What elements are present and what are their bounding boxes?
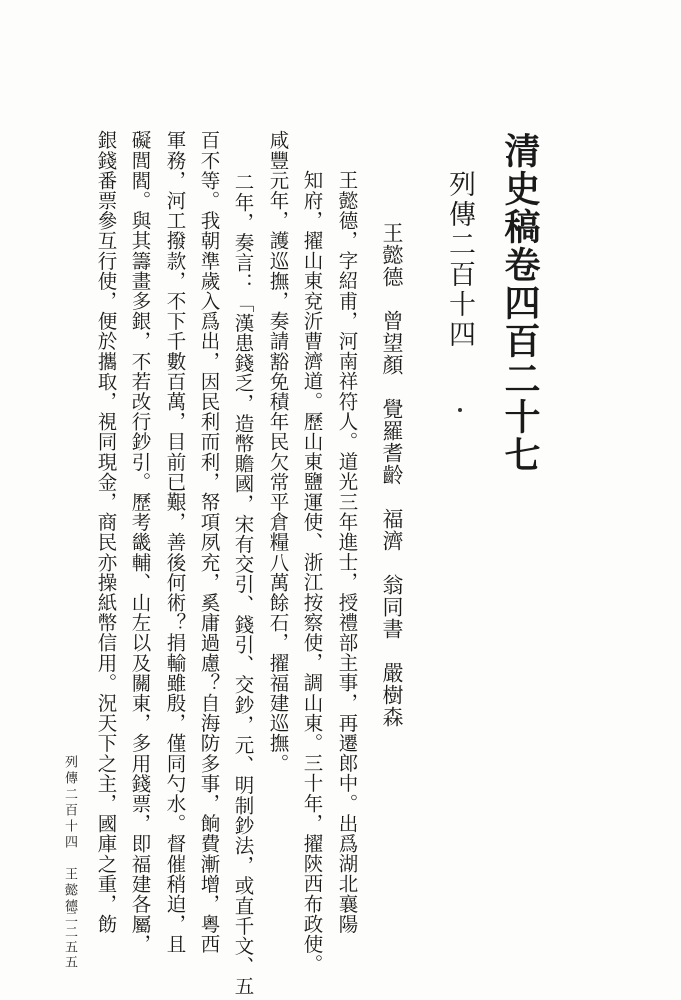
body-line-8: 銀錢番票參互行使，便於攜取，視同現金，商民亦操紙幣信用。況天下之主，國庫之重，飭 — [94, 130, 118, 934]
chapter-subtitle: 列傳二百十四 — [444, 170, 475, 350]
body-line-6: 軍務，河工撥款，不下千數百萬，目前已艱，善後何術？捐輸雖殷，僅同勺水。督催稍迫，且 — [163, 130, 187, 955]
volume-title: 清史稿卷四百二十七 — [499, 132, 541, 474]
ink-dot — [458, 408, 462, 412]
body-line-7: 礙閭閻。與其籌畫多銀，不若改行鈔引。歷考畿輔、山左以及關東，多用錢票，即福建各屬， — [128, 130, 152, 955]
running-header: 列傳二百十四 王懿德 — [62, 755, 77, 915]
body-line-3: 咸豐元年，護巡撫，奏請豁免積年民欠常平倉糧八萬餘石，擢福建巡撫。 — [266, 130, 290, 774]
body-line-2: 知府，擢山東兗沂曹濟道。歷山東鹽運使、浙江按察使，調山東。三十年，擢陝西布政使。 — [300, 170, 324, 974]
body-line-1: 王懿德，字紹甫，河南祥符人。道光三年進士，授禮部主事，再遷郎中。出爲湖北襄陽 — [335, 170, 359, 934]
biography-names: 王懿德 曾望顏 覺羅耆齡 福濟 翁同書 嚴樹森 — [380, 222, 404, 728]
page-number: 一二二五五 — [62, 895, 77, 970]
body-line-4: 二年，奏言：「漢患錢乏，造幣贍國，宋有交引、錢引、交鈔，元、明制鈔法，或直千文、五 — [231, 172, 255, 997]
body-line-5: 百不等。我朝準歲入爲出，因民利而利，帑項夙充，奚庸過慮？自海防多事，餉費漸增，粵西 — [197, 130, 221, 955]
